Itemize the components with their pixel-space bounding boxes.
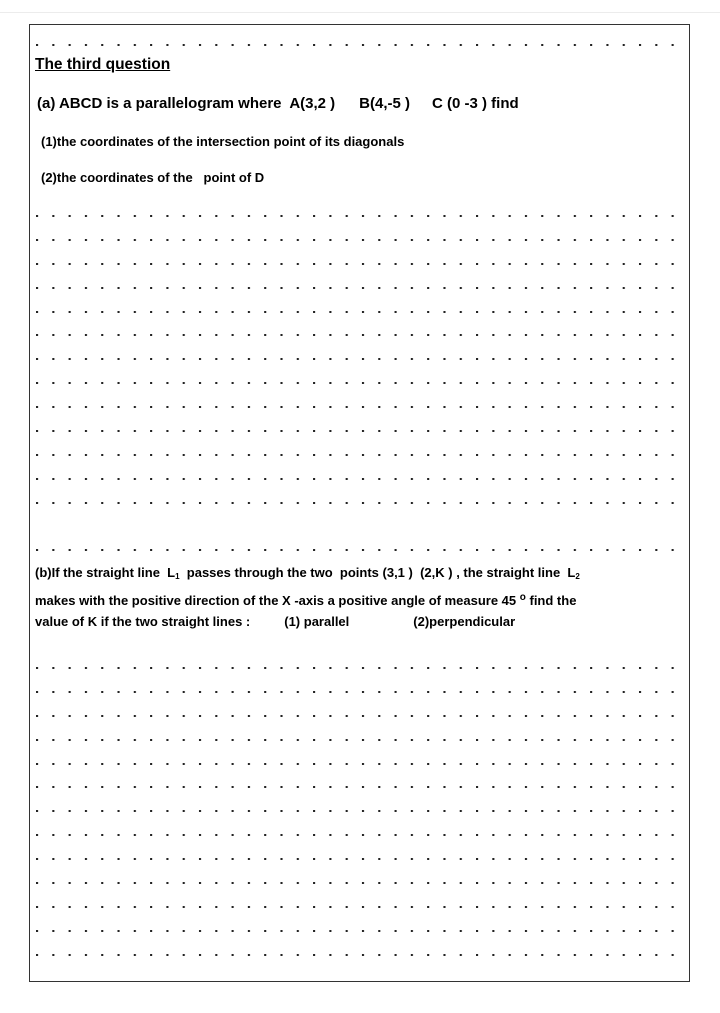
dotted-line: [36, 882, 686, 884]
point-b: B(4,-5 ): [359, 95, 410, 112]
dotted-line: [36, 715, 686, 717]
part-b-line-1: [35, 562, 675, 587]
part-b-line-2-start: makes with the positive direction of the X -axis a positive angle of measure 45: [35, 593, 520, 608]
dotted-line: [36, 382, 686, 384]
dotted-line: [36, 858, 686, 860]
dotted-line: [36, 239, 686, 241]
dotted-line: [36, 358, 686, 360]
part-b-question: [35, 562, 675, 632]
dotted-line: [36, 667, 686, 669]
part-b-line-1-start: (b)If the straight line L: [35, 565, 176, 580]
option-perpendicular: (2)perpendicular: [413, 614, 516, 629]
part-b-line-2: [35, 587, 675, 611]
part-b-line-3: [35, 611, 675, 632]
dotted-line: [36, 786, 686, 788]
point-c: C (0 -3 ): [432, 95, 488, 112]
part-b-line-1-middle: passes through the two points (3,1 ) (2,K ) , the straight line L: [179, 565, 576, 580]
dotted-line: [36, 763, 686, 765]
option-parallel: (1) parallel: [284, 614, 350, 629]
dotted-line: [36, 287, 686, 289]
page-top-divider: [0, 12, 720, 13]
dotted-line: [36, 215, 686, 217]
subscript-1: 1: [175, 572, 180, 581]
part-b-line-3-start: value of K if the two straight lines :: [35, 614, 251, 629]
dotted-line: [36, 930, 686, 932]
part-a-item-2: (2)the coordinates of the point of D: [41, 170, 265, 185]
dotted-line: [36, 44, 686, 46]
dotted-line: [36, 954, 686, 956]
part-a-prefix: (a) ABCD is a parallelogram where: [37, 95, 290, 112]
dotted-line: [36, 502, 686, 504]
part-a-item-1: (1)the coordinates of the intersection point of its diagonals: [41, 134, 405, 149]
dotted-line: [36, 263, 686, 265]
degree-mark: o: [519, 592, 526, 603]
dotted-line: [36, 454, 686, 456]
part-b-line-2-end: find the: [525, 593, 577, 608]
dotted-line: [36, 430, 686, 432]
part-a-suffix: find: [487, 95, 519, 112]
dotted-line: [36, 406, 686, 408]
dotted-line: [36, 478, 686, 480]
dotted-line: [36, 810, 686, 812]
part-a-question: [37, 95, 519, 112]
dotted-line: [36, 906, 686, 908]
dotted-line: [36, 549, 686, 551]
dotted-line: [36, 739, 686, 741]
subscript-2: 2: [575, 572, 580, 581]
point-a: A(3,2 ): [289, 95, 336, 112]
dotted-line: [36, 334, 686, 336]
dotted-line: [36, 311, 686, 313]
section-title: The third question: [35, 56, 171, 73]
dotted-line: [36, 691, 686, 693]
dotted-line: [36, 834, 686, 836]
